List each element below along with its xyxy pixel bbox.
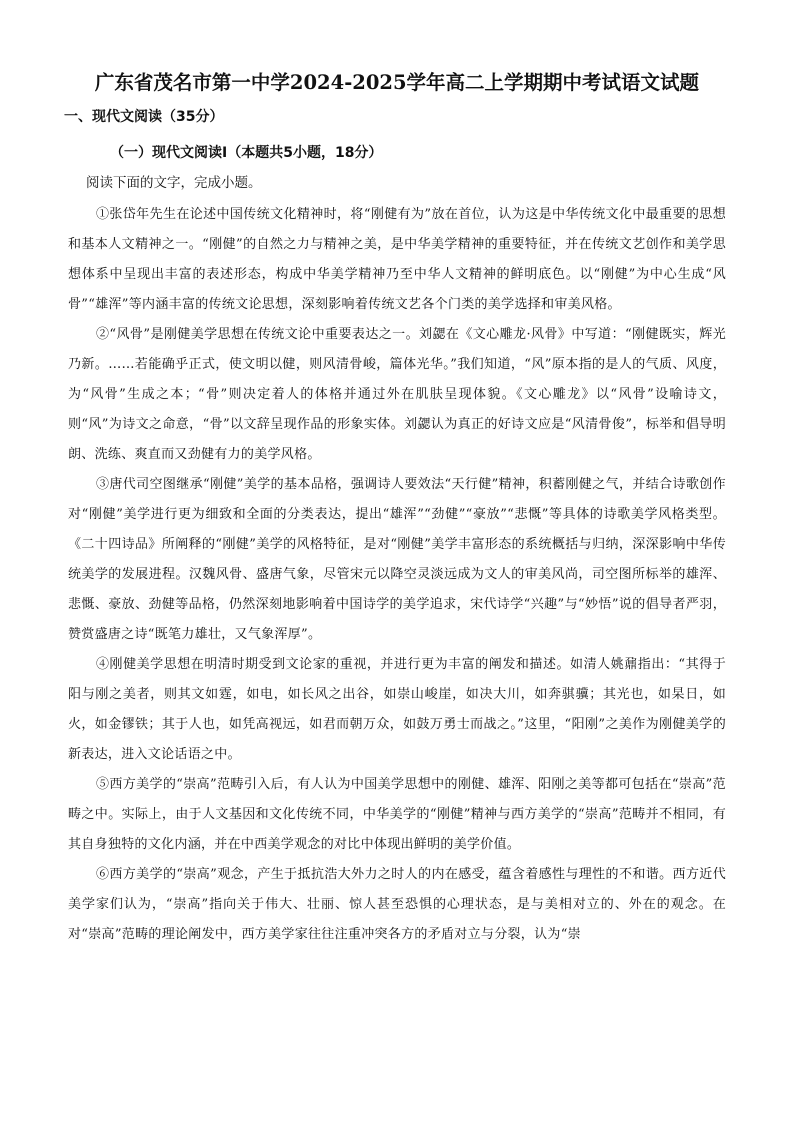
passage-paragraph-1: ①张岱年先生在论述中国传统文化精神时，将“刚健有为”放在首位，认为这是中华传统文化中最重要的思想和基本人文精神之一。“刚健”的自然之力与精神之美，是中华美学精神的重要特征，并在传统文艺创作和美学思想体系中呈现出丰富的表述形态，构成中华美学精神乃至中华人文精神的鲜明底色。以“刚健”为中心生成“风骨”“雄浑”等内涵丰富的传统文论思想，深刻影响着传统文艺各个门类的美学选择和审美风格。 xyxy=(68,207,726,312)
passage-paragraph-6: ⑥西方美学的“崇高”观念，产生于抵抗浩大外力之时人的内在感受，蕴含着感性与理性的不和谐。西方近代美学家们认为，“崇高”指向关于伟大、壮丽、惊人甚至恐惧的心理状态，是与美相对立的、外在的观念。在对“崇高”范畴的理论阐发中，西方美学家往往注重冲突各方的矛盾对立与分裂，认为“崇 xyxy=(68,867,726,942)
passage-paragraph-3: ③唐代司空图继承“刚健”美学的基本品格，强调诗人要效法“天行健”精神，积蓄刚健之气，并结合诗歌创作对“刚健”美学进行更为细致和全面的分类表达，提出“雄浑”“劲健”“豪放”“悲慨”等具体的诗歌美学风格类型。《二十四诗品》所阐释的“刚健”美学的风格特征，是对“刚健”美学丰富形态的系统概括与归纳，深深影响中华传统美学的发展进程。汉魏风骨、盛唐气象，尽管宋元以降空灵淡远成为文人的审美风尚，司空图所标举的雄浑、悲慨、豪放、劲健等品格，仍然深刻地影响着中国诗学的美学追求，宋代诗学“兴趣”与“妙悟”说的倡导者严羽，赞赏盛唐之诗“既笔力雄壮，又气象浑厚”。 xyxy=(68,477,726,642)
passage-paragraph-5: ⑤西方美学的“崇高”范畴引入后，有人认为中国美学思想中的刚健、雄浑、阳刚之美等都可包括在“崇高”范畴之中。实际上，由于人文基因和文化传统不同，中华美学的“刚健”精神与西方美学的“崇高”范畴并不相同，有其自身独特的文化内涵，并在中西美学观念的对比中体现出鲜明的美学价值。 xyxy=(68,777,726,852)
reading-instruction: 阅读下面的文字，完成小题。 xyxy=(86,175,262,191)
section-heading: 一、现代文阅读（35分） xyxy=(64,109,224,125)
passage-paragraph-2: ②“风骨”是刚健美学思想在传统文论中重要表达之一。刘勰在《文心雕龙·风骨》中写道：“刚健既实，辉光乃新。……若能确乎正式，使文明以健，则风清骨峻，篇体光华。”我们知道，“风”原本指的是人的气质、风度，为“风骨”生成之本；“骨”则决定着人的体格并通过外在肌肤呈现体貌。《文心雕龙》以“风骨”设喻诗文，则“风”为诗文之命意，“骨”以文辞呈现作品的形象实体。刘勰认为真正的好诗文应是“风清骨俊”，标举和倡导明朗、洗练、爽直而又劲健有力的美学风格。 xyxy=(68,327,726,462)
sub-heading: （一）现代文阅读I（本题共5小题，18分） xyxy=(110,145,383,161)
passage-body xyxy=(68,200,726,950)
passage-paragraph-4: ④刚健美学思想在明清时期受到文论家的重视，并进行更为丰富的阐发和描述。如清人姚鼐指出：“其得于阳与刚之美者，则其文如霆，如电，如长风之出谷，如崇山峻崖，如决大川，如奔骐骥；其光也，如杲日，如火，如金镠铁；其于人也，如凭高视远，如君而朝万众，如鼓万勇士而战之。”这里，“阳刚”之美作为刚健美学的新表达，进入文论话语之中。 xyxy=(68,657,726,762)
document-title: 广东省茂名市第一中学2024-2025学年高二上学期期中考试语文试题 xyxy=(94,71,700,94)
